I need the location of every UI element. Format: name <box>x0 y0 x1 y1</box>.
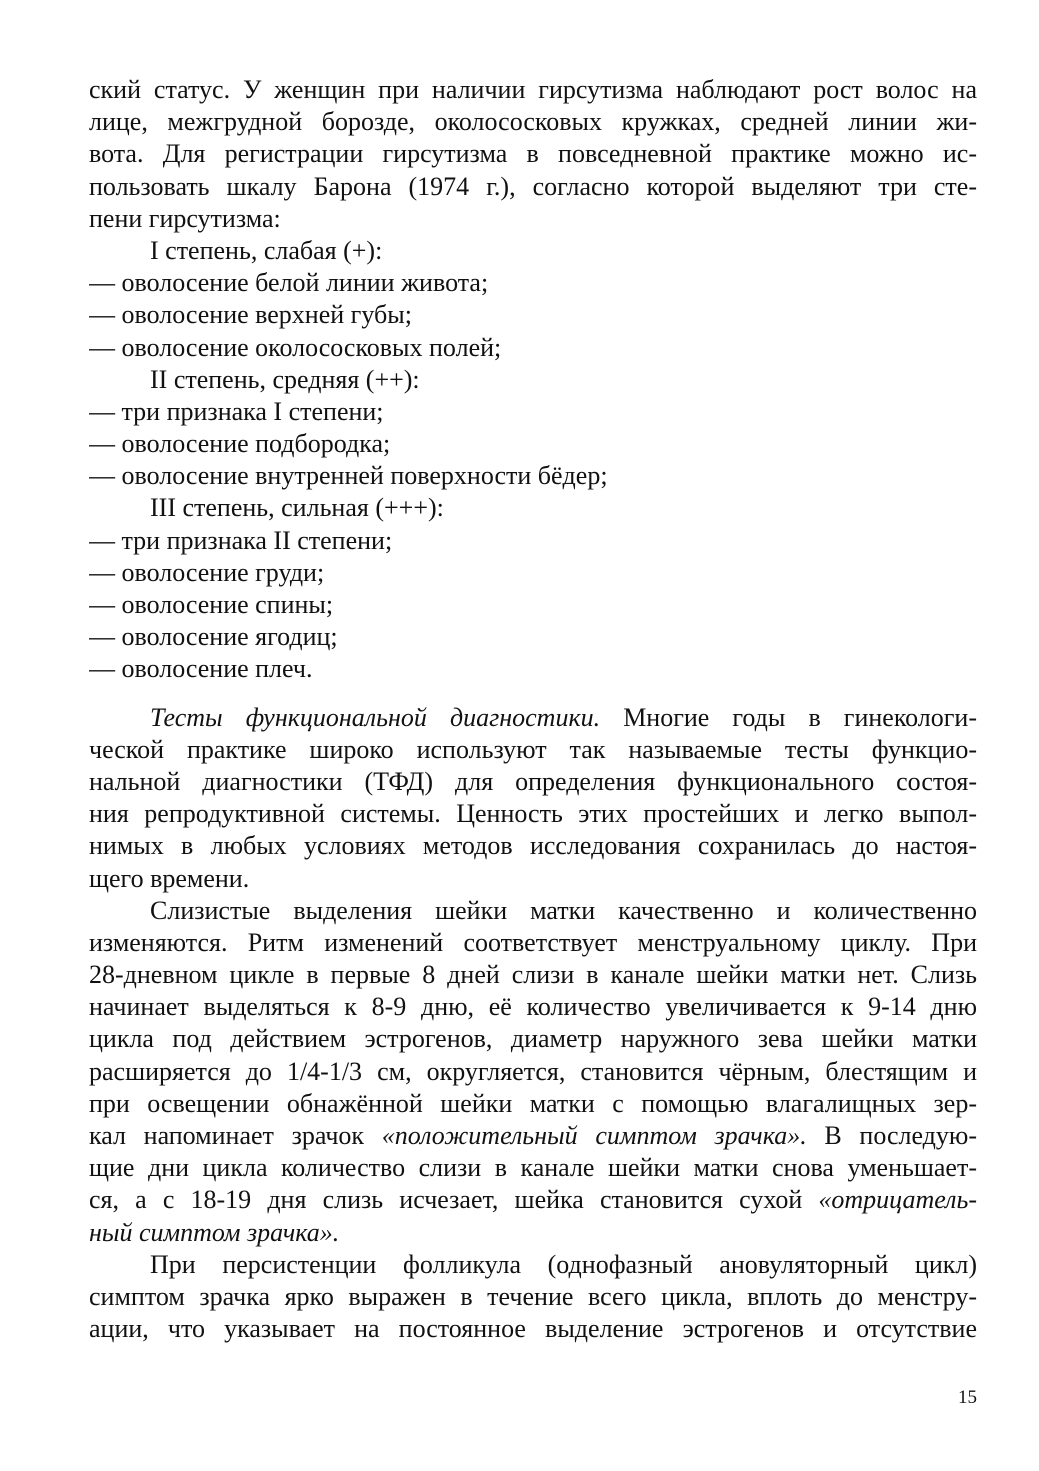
tfd-paragraph <box>89 702 977 895</box>
text-line: начинает выделяться к 8-9 дню, её количество увеличивается к 9-14 дню <box>89 992 977 1022</box>
text-fragment: ся, а с 18-19 дня слизь исчезает, шейка становится сухой <box>89 1185 819 1215</box>
list-item: — оволосение внутренней поверхности бёдер; <box>89 461 608 491</box>
text-line: цикла под действием эстрогенов, диаметр наружного зева шейки матки <box>89 1024 977 1054</box>
text-line <box>89 702 977 734</box>
text-line: При персистенции фолликула (однофазный ановуляторный цикл) <box>150 1249 977 1279</box>
italic-term: ный симптом зрачка». <box>89 1217 340 1247</box>
text-line: расширяется до 1/4-1/3 см, округляется, становится чёрным, блестящим и <box>89 1056 977 1086</box>
grade-heading: II степень, средняя (++): <box>150 364 420 394</box>
list-item: — оволосение околососковых полей; <box>89 332 502 362</box>
text-line: щего времени. <box>89 863 250 893</box>
text-line: при освещении обнажённой шейки матки с помощью влагалищных зер- <box>89 1088 977 1118</box>
text-fragment: В последую- <box>806 1121 977 1150</box>
list-item: — оволосение подбородка; <box>89 429 391 459</box>
mucus-paragraph <box>89 895 977 1249</box>
list-item: — оволосение верхней губы; <box>89 300 412 330</box>
text-line: пени гирсутизма: <box>89 203 281 233</box>
text-line: нимых в любых условиях методов исследования сохранилась до настоя- <box>89 831 977 861</box>
text-line: 28-дневном цикле в первые 8 дней слизи в канале шейки матки нет. Слизь <box>89 960 977 990</box>
text-line: пользовать шкалу Барона (1974 г.), согласно которой выделяют три сте- <box>89 171 977 201</box>
italic-term: «отрицатель- <box>818 1185 977 1215</box>
list-item: — оволосение плеч. <box>89 654 313 684</box>
text-line: Слизистые выделения шейки матки качественно и количественно <box>150 895 977 925</box>
text-fragment: кал напоминает зрачок <box>89 1121 382 1150</box>
text-line <box>89 1184 977 1216</box>
section-spacer <box>89 686 977 702</box>
list-item: — оволосение груди; <box>89 557 325 587</box>
intro-paragraph <box>89 74 977 235</box>
list-item: — три признака I степени; <box>89 396 384 426</box>
page-body <box>89 74 977 1345</box>
text-line: ации, что указывает на постоянное выделение эстрогенов и отсутствие <box>89 1314 977 1344</box>
text-line: ческой практике широко используют так называемые тесты функцио- <box>89 734 977 764</box>
text-line: симптом зрачка ярко выражен в течение всего цикла, вплоть до менстру- <box>89 1281 977 1311</box>
grade-list <box>89 235 977 686</box>
text-line <box>89 1217 977 1249</box>
persistence-paragraph <box>89 1249 977 1346</box>
text-line: лице, межгрудной борозде, околососковых кружках, средней линии жи- <box>89 107 977 137</box>
text-line: ния репродуктивной системы. Ценность этих простейших и легко выпол- <box>89 799 977 829</box>
list-item: — оволосение ягодиц; <box>89 622 338 652</box>
text-fragment: Многие годы в гинекологи- <box>600 702 977 732</box>
list-item: — три признака II степени; <box>89 525 393 555</box>
italic-term: «положительный симптом зрачка». <box>381 1121 807 1150</box>
text-line: изменяются. Ритм изменений соответствует менструальному циклу. При <box>89 927 977 957</box>
text-line: нальной диагностики (ТФД) для определения функционального состоя- <box>89 766 977 796</box>
text-line <box>89 1120 977 1152</box>
grade-heading: I степень, слабая (+): <box>150 235 383 265</box>
section-title: Тесты функциональной диагностики. <box>150 702 601 732</box>
text-line: вота. Для регистрации гирсутизма в повседневной практике можно ис- <box>89 139 977 169</box>
text-line: ский статус. У женщин при наличии гирсутизма наблюдают рост волос на <box>89 75 977 104</box>
list-item: — оволосение белой линии живота; <box>89 268 489 298</box>
grade-heading: III степень, сильная (+++): <box>150 493 444 523</box>
text-line: щие дни цикла количество слизи в канале шейки матки снова уменьшает- <box>89 1153 977 1183</box>
list-item: — оволосение спины; <box>89 590 334 619</box>
page-number: 15 <box>958 1387 977 1408</box>
